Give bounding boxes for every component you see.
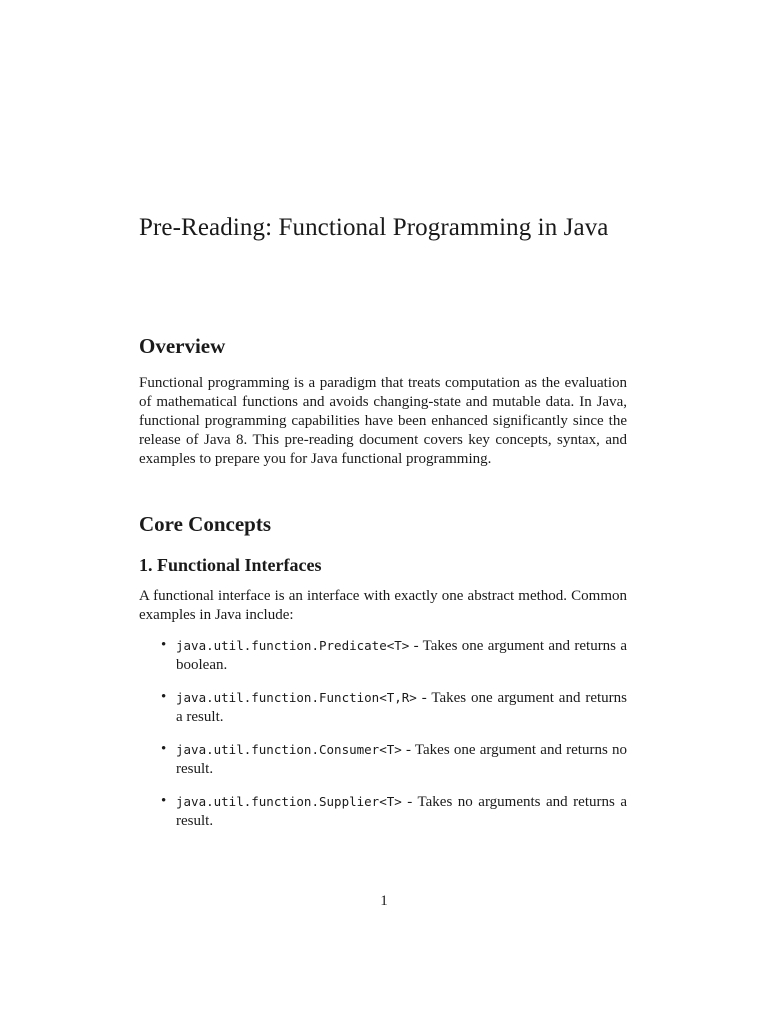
list-item-description: - Takes one argument and returns no result. <box>176 742 627 777</box>
page-number: 1 <box>380 893 388 909</box>
list-item <box>139 740 627 779</box>
code-snippet: java.util.function.Consumer<T> <box>176 742 402 757</box>
bullet-icon: • <box>161 793 167 809</box>
bullet-icon: • <box>161 741 167 757</box>
bullet-icon: • <box>161 637 167 653</box>
list-item <box>139 688 627 727</box>
functional-interfaces-paragraph: A functional interface is an interface with exactly one abstract method. Common examples in Java include: <box>139 588 627 623</box>
list-item-description: - Takes one argument and returns a boolean. <box>176 638 627 673</box>
code-snippet: java.util.function.Function<T,R> <box>176 690 417 705</box>
code-snippet: java.util.function.Predicate<T> <box>176 638 410 653</box>
list-item-description: - Takes no arguments and returns a result. <box>176 794 627 829</box>
code-snippet: java.util.function.Supplier<T> <box>176 794 402 809</box>
document-title: Pre-Reading: Functional Programming in Java <box>139 214 609 241</box>
list-item <box>139 792 627 831</box>
subsection-heading-functional-interfaces: 1. Functional Interfaces <box>139 555 322 575</box>
list-item-description: - Takes one argument and returns a result. <box>176 690 627 725</box>
bullet-icon: • <box>161 689 167 705</box>
list-item <box>139 636 627 675</box>
section-heading-core-concepts: Core Concepts <box>139 512 272 536</box>
section-heading-overview: Overview <box>139 334 226 358</box>
functional-interfaces-list <box>139 636 627 844</box>
overview-paragraph: Functional programming is a paradigm that treats computation as the evaluation of mathematical functions and avoids changing-state and mutable data. In Java, functional programming capabilities have been enhanced significantly since the release of Java 8. This pre-reading document covers key concepts, syntax, and examples to prepare you for Java functional programming. <box>139 375 627 467</box>
